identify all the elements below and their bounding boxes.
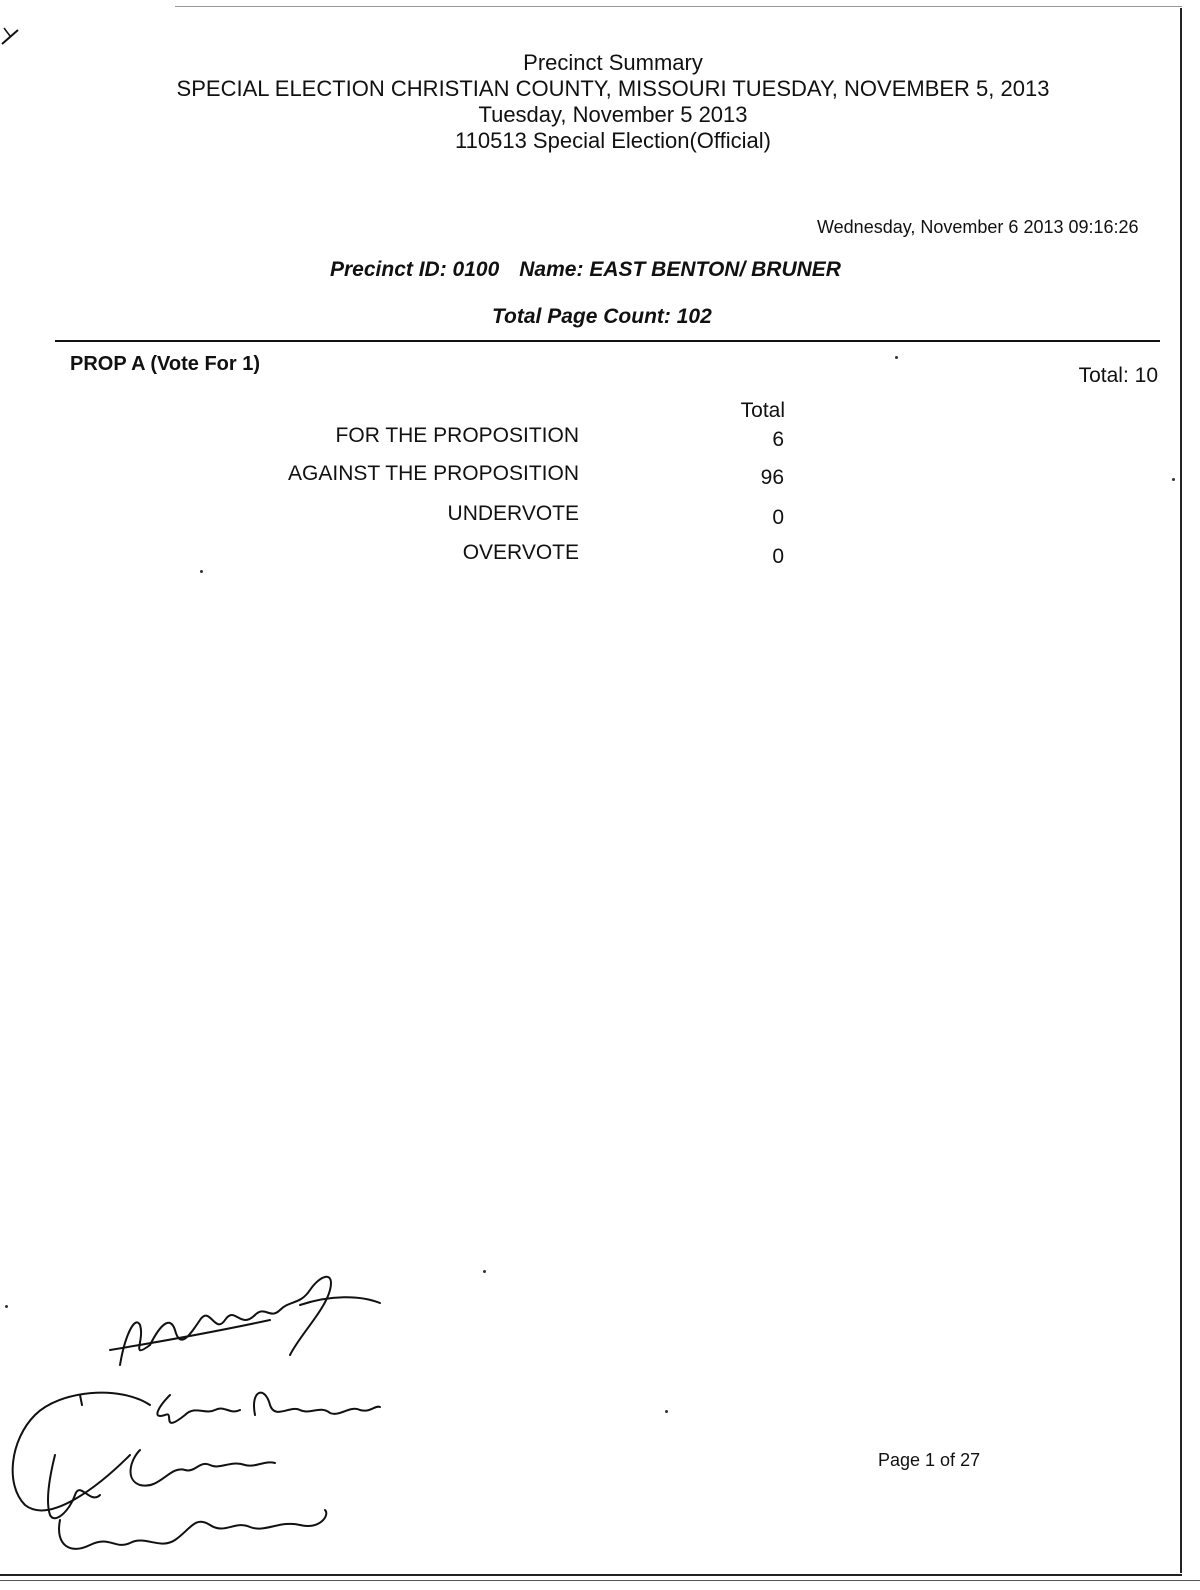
result-label-for: FOR THE PROPOSITION bbox=[335, 424, 579, 447]
election-id: 110513 Special Election(Official) bbox=[455, 128, 771, 153]
result-value-undervote: 0 bbox=[772, 506, 784, 529]
report-timestamp: Wednesday, November 6 2013 09:16:26 bbox=[817, 217, 1139, 237]
scan-edge-bottom-secondary bbox=[0, 1580, 1200, 1581]
result-label-against: AGAINST THE PROPOSITION bbox=[288, 462, 579, 485]
precinct-id-label: Precinct ID: bbox=[330, 258, 447, 281]
results-column-header: Total bbox=[740, 399, 785, 422]
scan-edge-right bbox=[1180, 8, 1182, 1573]
result-value-against: 96 bbox=[760, 466, 784, 489]
section-divider bbox=[55, 340, 1160, 342]
precinct-id-value: 0100 bbox=[452, 258, 500, 281]
page-count-label: Total Page Count: bbox=[492, 305, 671, 328]
result-label-overvote: OVERVOTE bbox=[462, 541, 579, 564]
scan-speck bbox=[1172, 478, 1175, 481]
scan-speck bbox=[895, 356, 898, 359]
report-header bbox=[0, 50, 1200, 154]
election-date: Tuesday, November 5 2013 bbox=[478, 102, 748, 127]
report-title: Precinct Summary bbox=[523, 50, 703, 75]
election-name: SPECIAL ELECTION CHRISTIAN COUNTY, MISSOURI TUESDAY, NOVEMBER 5, 2013 bbox=[176, 76, 1050, 101]
result-value-overvote: 0 bbox=[772, 545, 784, 568]
scan-speck bbox=[665, 1410, 668, 1413]
precinct-line bbox=[330, 258, 841, 282]
precinct-name-label: Name: bbox=[519, 258, 584, 281]
precinct-name-value: EAST BENTON/ BRUNER bbox=[589, 258, 841, 281]
scan-edge-top bbox=[175, 6, 1182, 7]
scan-speck bbox=[200, 570, 203, 573]
page-count-value: 102 bbox=[676, 305, 712, 328]
official-signatures bbox=[0, 1265, 400, 1575]
result-label-undervote: UNDERVOTE bbox=[447, 502, 579, 525]
contest-total: Total: 10 bbox=[1078, 364, 1158, 387]
scan-speck bbox=[5, 1305, 8, 1308]
total-page-count bbox=[492, 305, 712, 329]
contest-title: PROP A (Vote For 1) bbox=[70, 353, 261, 375]
scan-speck bbox=[483, 1270, 486, 1273]
result-value-for: 6 bbox=[772, 428, 784, 451]
page-number: Page 1 of 27 bbox=[878, 1450, 981, 1470]
